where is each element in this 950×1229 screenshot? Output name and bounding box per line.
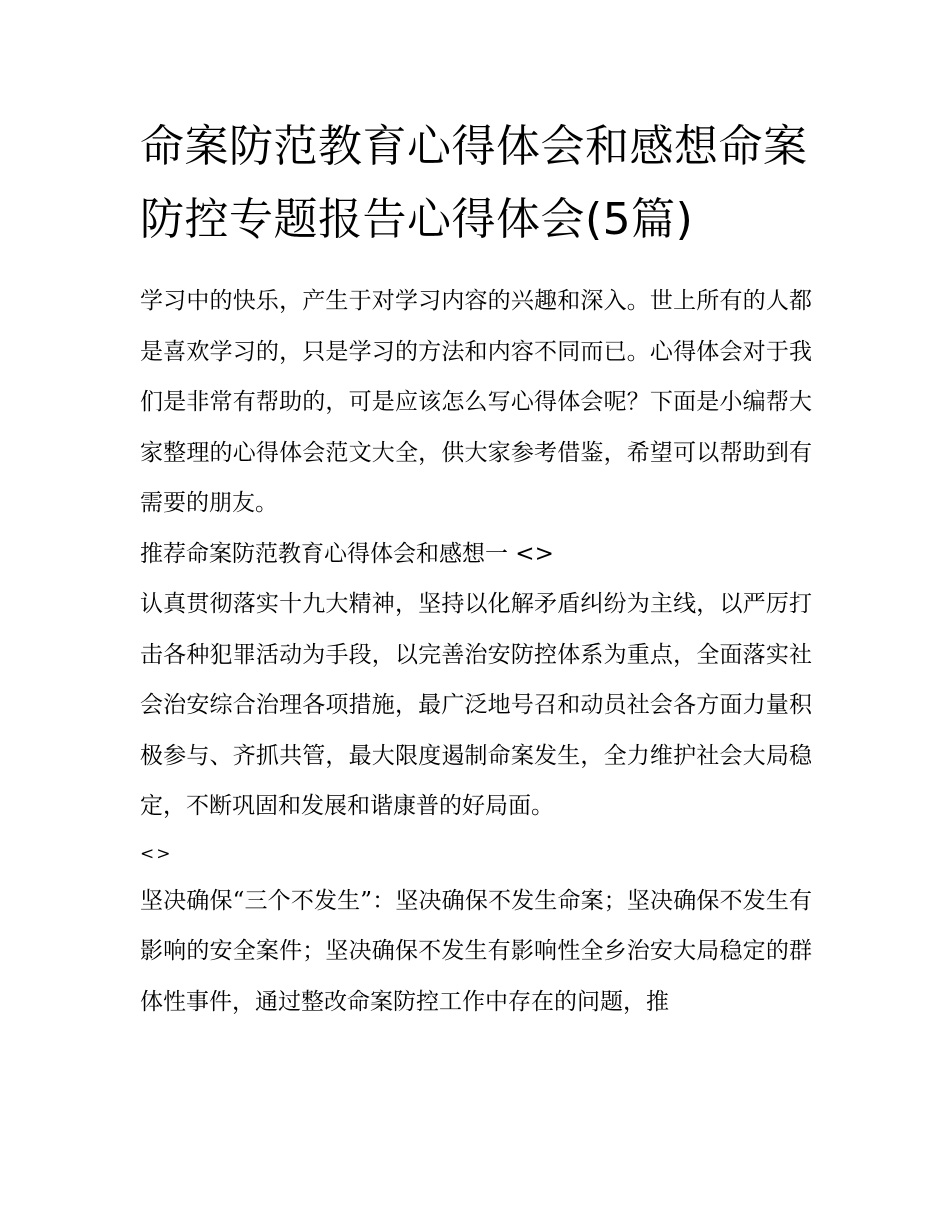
- intro-paragraph: 学习中的快乐，产生于对学习内容的兴趣和深入。世上所有的人都是喜欢学习的，只是学习的方法和内容不同而已。心得体会对于我们是非常有帮助的，可是应该怎么写心得体会呢？下面是小编帮大家整理的心得体会范文大全，供大家参考借鉴，希望可以帮助到有需要的朋友。: [140, 288, 812, 516]
- section-heading: 推荐命案防范教育心得体会和感想一 <>: [140, 540, 554, 567]
- body-paragraph-1: 认真贯彻落实十九大精神，坚持以化解矛盾纠纷为主线，以严厉打击各种犯罪活动为手段，以完善治安防控体系为重点，全面落实社会治安综合治理各项措施，最广泛地号召和动员社会各方面力量积极参与、齐抓共管，最大限度遏制命案发生，全力维护社会大局稳定，不断巩固和发展和谐康普的好局面。: [140, 591, 812, 819]
- body-paragraph-2: 坚决确保“三个不发生”：坚决确保不发生命案；坚决确保不发生有影响的安全案件；坚决确保不发生有影响性全乡治安大局稳定的群体性事件，通过整改命案防控工作中存在的问题，推: [140, 887, 812, 1015]
- document-page: [140, 110, 812, 1027]
- document-title: 命案防范教育心得体会和感想命案防控专题报告心得体会(5篇): [140, 121, 808, 245]
- empty-marker: <>: [140, 843, 173, 864]
- document-body: [140, 276, 812, 1027]
